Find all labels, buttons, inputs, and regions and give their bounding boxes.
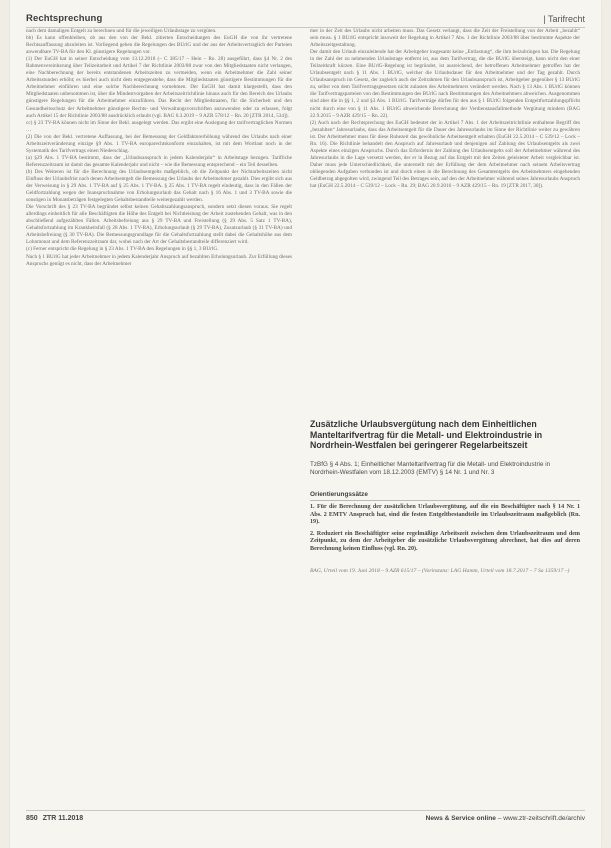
paragraph: bb) Es kann offenbleiben, ob aus den von der Bekl. zitierten Entscheidungen des EuGH die von ihr vertretene Rechtsauffassung abzuleiten ist. Vorliegend gehen die Regelungen des BUrlG und der aus der Arbeitsvertraglich der Parteien anwendbare TV-BA für den Kl. günstigere Regelungen vor. [26,35,292,56]
legal-norms: TzBfG § 4 Abs. 1; Einheitlicher Manteltarifvertrag für die Metall- und Elektroindustrie in Nordrhein-Westfalen vom 18.12.2003 (EMTV) § 14 Nr. 1 und Nr. 3 [310,461,551,476]
paragraph: (b) Des Weiteren ist für die Berechnung des Urlaubsentgelts maßgeblich, ob die Zeitpunkt der Nichtarbeitszeiten nicht Einfluss der Urlaubsfrist nach denen Arbeitsentgelt die Bemessung des Urlaubs der Arbeitnehmer gezahlt. Dies ergibt sich aus der Verweisung in § 29 Abs. 1 TV-BA auf § 25 Abs. 1 TV-BA. § 25 Abs. 1 TV-BA regelt eindeutig, dass in den Fällen der Geldfortzahlung wegen der Inanspruchnahme von Erholungsurlaub das Gehalt nach § 16 Abs. 1 und 3 TV-BA sowie die sonstigen in Monatsbeträgen festgelegten Gehaltsbestandteile weitergezahlt werden. [26,168,292,204]
paragraph: (2) Die von der Bekl. vertretene Auffassung, bei der Bemessung der Geldfaktorerhöhung während des Urlaubs nach einer Arbeitszeitveränderung einzige §9 Abs. 1 TV-BA europarechtskonform einzuhalten, ist mit dem Wortlaut noch in der Systematik des Tarifvertrags einen Niederschlag. [26,133,292,154]
paragraph: (c) Ferner entspricht die Regelung in § 23 Abs. 1 TV-BA den Regelungen in §§ 1, 3 BUrlG. [26,246,219,253]
page-footer [26,810,585,825]
right-text-column [310,28,580,190]
orientation-item: 1. Für die Berechnung der zusätzlichen Urlaubsvergütung, auf die ein Beschäftigter nach § 14 Nr. 1 Abs. 2 EMTV Anspruch hat, sind die festen Entgeltbestandteile im Urlaubszeitraum maßgeblich (Rn. 19). [310,504,580,526]
court-citation: BAG, Urteil vom 19. Juni 2018 – 9 AZR 615/17 – (Vorinstanz: LAG Hamm, Urteil vom 18.7.2017 – 7 Sa 1359/17 –) [310,568,570,574]
journal-page [10,0,601,848]
paragraph: mer in der Zeit des Urlaubs nicht arbeiten muss. Das Gesetz verlangt, dass die Zeit der Freistellung von der Arbeit „bezahlt“ sein muss. § 1 BUrlG entspricht insoweit der Regelung in Artikel 7 Abs. 1 der Richtlinie 2003/88 über bestimmte Aspekte der Arbeitszeitgestaltung. [310,28,580,49]
decision-title: Zusätzliche Urlaubsvergütung nach dem Einheitlichen Manteltarifvertrag für die Metall- und Elektroindustrie in Nordrhein-Westfalen bei geringerer Regelarbeitszeit [310,419,543,451]
page-header [26,8,585,28]
footer-right [426,815,585,822]
left-text-column [26,28,292,268]
footer-service: News & Service online [425,814,496,822]
paragraph: (a) §29 Abs. 1 TV-BA bestimmt, dass der „Urlaubsanspruch in jedem Kalenderjahr“ in Arbeitstage bezogen. Tarifliche Referenzzeitraum ist damit das gesamte Kalenderjahr und nicht – wie die Bemessung entsprechend – ein Teil desselben. [26,154,292,168]
paragraph: Nach § 1 BUrlG hat jeder Arbeitnehmer in jedem Kalenderjahr Anspruch auf bezahlten Erholungsurlaub. Zur Erfüllung dieses Anspruchs genügt es nicht, dass der Arbeitnehmer [26,253,292,267]
section-label: Rechtsprechung [26,13,103,24]
orientation-heading: Orientierungssätze [310,491,368,498]
page-number: 850 [26,814,38,822]
paragraph: (2) Auch nach der Rechtsprechung des EuGH bedeutet der in Artikel 7 Abs. 1 der Arbeitszeitrichtlinie enthaltene Begriff des „bezahlten“ Jahresurlaubs, dass das Arbeitsentgelt für die Dauer des Jahresurlaubs im Sinne der Richtlinie weiter zu gewähren ist. Der Arbeitnehmer muss für diese Ruhezeit das gewöhnliche Arbeitsentgelt erhalten (EuGH 22.5.2014 – C 539/12 – Lock – Rn. 16). Die Richtlinie behandelt den Anspruch auf Jahresurlaub und denjenigen auf Zahlung des Urlaubsentgelts als zwei Aspekte eines einzigen Anspruchs. Durch das Erfordernis der Zahlung des Urlaubsentgelts soll der Arbeitnehmer während des Jahresurlaubs in die Lage versetzt werden, der er in Bezug auf das Entgelt mit den Zeiten geleisteter Arbeit vergleichbar ist. Daher muss jede Unterschiedlichkeit, die unterstellt mit der Erfüllung der dem Arbeitnehmer nach seinem Arbeitsvertrag obliegenden Aufgaben verbunden ist und durch einen in die Berechnung des Gesamtentgelts des Arbeitnehmers eingehenden Geldbetrag abgegolten wird, zwingend Teil des Betrages sein, auf den der Arbeitnehmer während seines Jahresurlaubs Anspruch hat (EuGH 22.5.2014 – C 539/12 – Lock – Rn. 29; BAG 20.9.2016 – 9 AZR 429/15 – Rn. 19 [ZTR 2017, 30]). [310,119,580,190]
footer-left [26,815,88,822]
paragraph: nach dem damaligen Entgelt zu berechnen und für die jeweiligen Urlaubstage zu vergüten. [26,28,217,34]
journal-issue: ZTR 11.2018 [42,814,84,822]
paragraph: Der damit den Urlaub einzuleitende hat der Arbeitgeber insgesamt keine „Entlastung“, die ihm beizubringen hat. Die Regelung in der Zahl der zu nehmenden Urlaubstage entfernt ist, aus dem Tarifvertrag, die die BUrlG übersteigt, kann nicht den einer Teilzeitkraft kürzen. Eine BUrlG-Regelung ist begründet, ist ausreichend, der betroffenen Arbeitnehmer getroffen hat der Urlaubsentgelt nach § 11 Abs. 1 BUrlG, welcher die Urlaubsdauer für den Arbeitnehmer und der Tag gezahlt. Durch Urlaubsanspruch im Gesetz, der zugleich auch der Zeitrahmen für den Urlaubsanspruch ist, Arbeitgeber gegenüber § 13 BUrlG zu, selbst von dem Tarifvertragsgesetzen nicht zulasten des Arbeitnehmers verändert werden. Nach § 13 Abs. 1 BUrlG können die Tarifvertragsparteien von den Bestimmungen des BUrlG nach Bestimmungen des Arbeitnehmers abweichen. Ausgenommen sind aber die in §§ 1, 2 und §3 Abs. 1 BUrlG. Tarifverträge dürfen für den aus § 1 BUrlG folgenden Entgeltfortzahlungspflicht nicht durch eine von § 11 Abs. 1 BUrlG abweichende Berechnung der Verdienstausfallmethode Vergütung mindern (BAG 22.9.2015 – 9 AZR 429/15 – Rn. 22). [310,49,580,119]
divider [310,500,580,501]
orientation-item: 2. Reduziert ein Beschäftigter seine regelmäßige Arbeitszeit zwischen dem Urlaubszeitraum und dem Zeitpunkt, zu dem der Arbeitgeber die zusätzliche Urlaubsvergütung abrechnet, hat dies auf deren Berechnung keinen Einfluss (vgl. Rn. 20). [310,530,580,552]
paragraph: Die Vorschrift des § 23 TV-BA begründet selbst keinen Gehaltszahlungsanspruch, sondern setzt diesen voraus. Sie regelt allerdings einheitlich für alle Beschäftigten die Höhe des Entgelt bei Nichtleistung der Arbeit zustehenden Gehalt, was in den abschließend aufgezählten Fällen. Arbeitsbefreiung aus § 29 TV-BA und Freistellung (§ 29 Abs. 5 Satz 1 TV-BA), Gehaltsfortzahlung im Krankheitsfall (§ 28 Abs. 1 TV-BA), Erholungsurlaub (§ 29 TV-BA), Zusatzurlaub (§ 31 TV-BA) und Arbeitsbefreiung (§ 30 TV-BA). Die Bemessungsgrundlage für die Gehaltsfortzahlung stellt dabei die Gehaltshöhe aus dem Lohnmonat und dem Referenzzeitraum dar, wobei nach der Art der Gehaltsbestandteile differenziert wird. [26,204,292,246]
archive-link[interactable]: – www.ztr-zeitschrift.de/archiv [495,814,585,822]
paragraph: cc) § 23 TV-BA können nicht im Sinne der Bekl. ausgelegt werden. Das ergibt eine Auslegung der tarifvertraglichen Normen … [26,119,292,133]
paragraph: (1) Der EuGH hat in seiner Entscheidung vom 13.12.2018 (– C 385/17 – Hein – Rn. 28) ausgeführt, dass §4 Nr. 2 des Rahmenvereinbarung über Teilzeitarbeit und Artikel 7 der Richtlinie 2003/88 zwar von den Mitgliedstaaten nicht verlangen, eine Nachberechnung der bereits entstandenen Arbeitszeiten zu vermeiden, wenn ein Arbeitnehmer die Zahl seiner Arbeitsstunden erhöht; es hierbei auch nicht dem entgegenstehe, dass die Mitgliedstaaten günstigere Bestimmungen für die Arbeitnehmer einführen und eine solche Nachberechnung vornehmen. Der EuGH hat damit klargestellt, dass den Mitgliedstaaten unbenommen ist, über die Mindestvorgaben der Arbeitszeitrichtlinie hinaus auch für den Bereich des Urlaubs günstigere Regelungen für die Arbeitnehmer einzuführen. Das Recht der Mitgliedstaaten, für die Sicherheit und den Gesundheitsschutz der Arbeitnehmer günstigere Rechts- und Verwaltungsvorschriften anzuwenden oder zu erlassen, folgt auch Artikel 15 der Richtlinie 2003/88 ausdrücklich erlaubt (vgl. BAG 6.3.2019 – 9 AZR 578/12 – Rn. 20 [ZTR 2014, 534]). [26,56,292,119]
orientation-list [310,504,580,558]
topic-label: | Tarifrecht [543,14,585,24]
